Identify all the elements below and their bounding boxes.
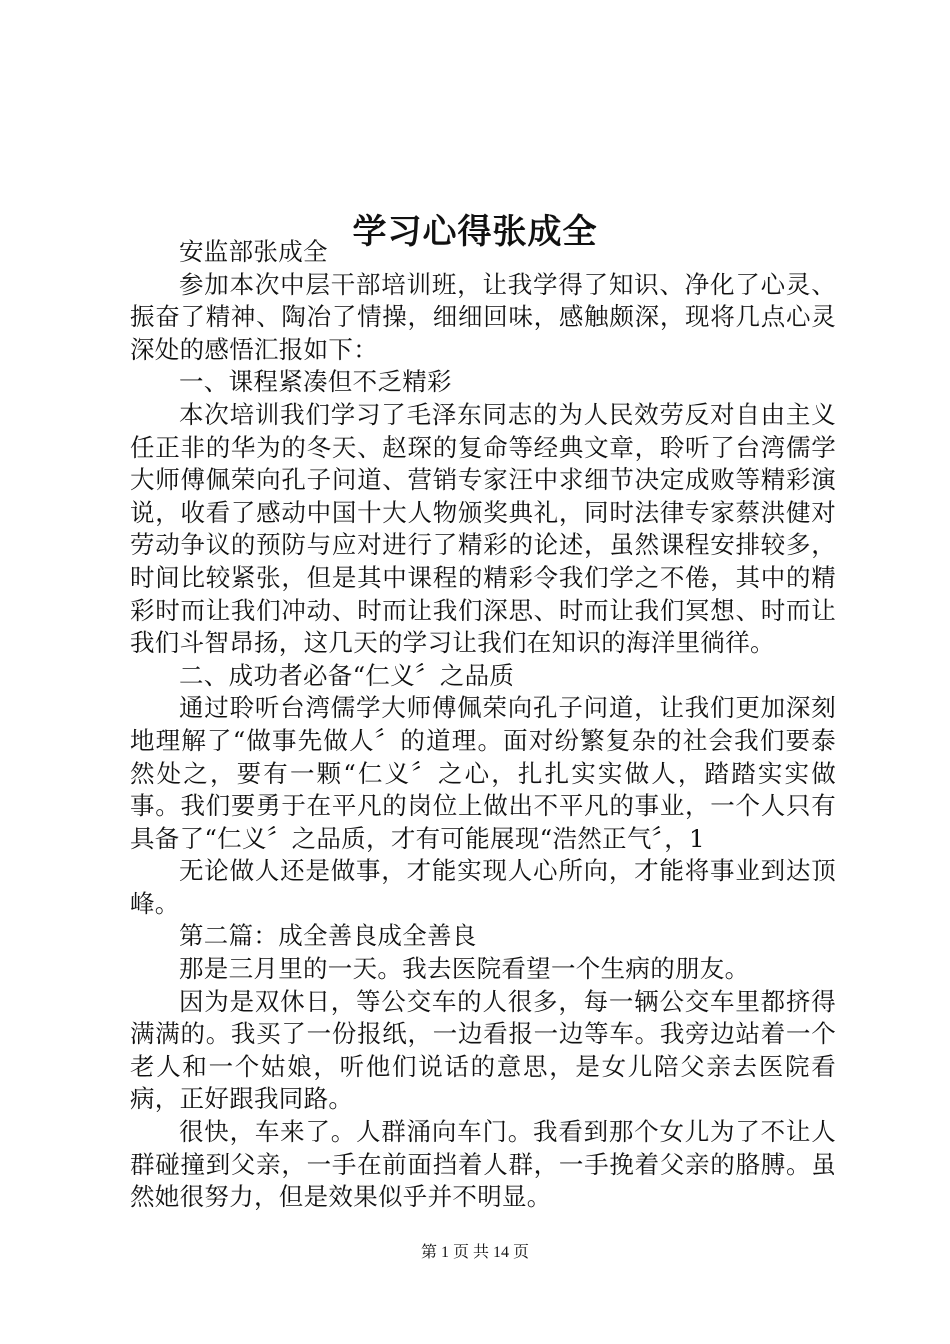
chapter-2-heading: 第二篇：成全善良成全善良	[179, 921, 477, 951]
page-title: 学习心得张成全	[352, 211, 598, 252]
chapter-2-paragraph-3: 很快，车来了。人群涌向车门。我看到那个女儿为了不让人群碰撞到父亲，一手在前面挡着人群，一手挽着父亲的胳膊。虽然她很努力，但是效果似乎并不明显。	[130, 1117, 836, 1212]
page-number-footer: 第 1 页 共 14 页	[420, 1244, 529, 1261]
chapter-2-paragraph-1: 那是三月里的一天。我去医院看望一个生病的朋友。	[179, 954, 750, 984]
document-body	[130, 236, 836, 1214]
section-2-continuation: 无论做人还是做事，才能实现人心所向，才能将事业到达顶峰。	[130, 856, 836, 918]
intro-paragraph: 参加本次中层干部培训班，让我学得了知识、净化了心灵、振奋了精神、陶冶了情操，细细回味，感触颇深，现将几点心灵深处的感悟汇报如下：	[130, 269, 836, 364]
section-heading-1: 一、课程紧凑但不乏精彩	[179, 367, 452, 397]
author-line: 安监部张成全	[179, 237, 328, 266]
section-2-paragraph: 通过聆听台湾儒学大师傅佩荣向孔子问道，让我们更加深刻地理解了“做事先做人〞的道理。面对纷繁复杂的社会我们要泰然处之，要有一颗“仁义〞之心，扎扎实实做人，踏踏实实做事。我们要勇于在平凡的岗位上做出不平凡的事业，一个人只有具备了“仁义〞之品质，才有可能展现“浩然正气〞，1	[130, 693, 836, 853]
chapter-2-paragraph-2: 因为是双休日，等公交车的人很多，每一辆公交车里都挤得满满的。我买了一份报纸，一边看报一边等车。我旁边站着一个老人和一个姑娘，听他们说话的意思，是女儿陪父亲去医院看病，正好跟我同路。	[130, 986, 836, 1114]
section-heading-2: 二、成功者必备“仁义〞之品质	[179, 660, 515, 690]
section-1-paragraph: 本次培训我们学习了毛泽东同志的为人民效劳反对自由主义任正非的华为的冬天、赵琛的复命等经典文章，聆听了台湾儒学大师傅佩荣向孔子问道、营销专家汪中求细节决定成败等精彩演说，收看了感动中国十大人物颁奖典礼，同时法律专家蔡洪健对劳动争议的预防与应对进行了精彩的论述，虽然课程安排较多，时间比较紧张，但是其中课程的精彩令我们学之不倦，其中的精彩时而让我们冲动、时而让我们深思、时而让我们冥想、时而让我们斗智昂扬，这几天的学习让我们在知识的海洋里徜徉。	[130, 399, 836, 658]
